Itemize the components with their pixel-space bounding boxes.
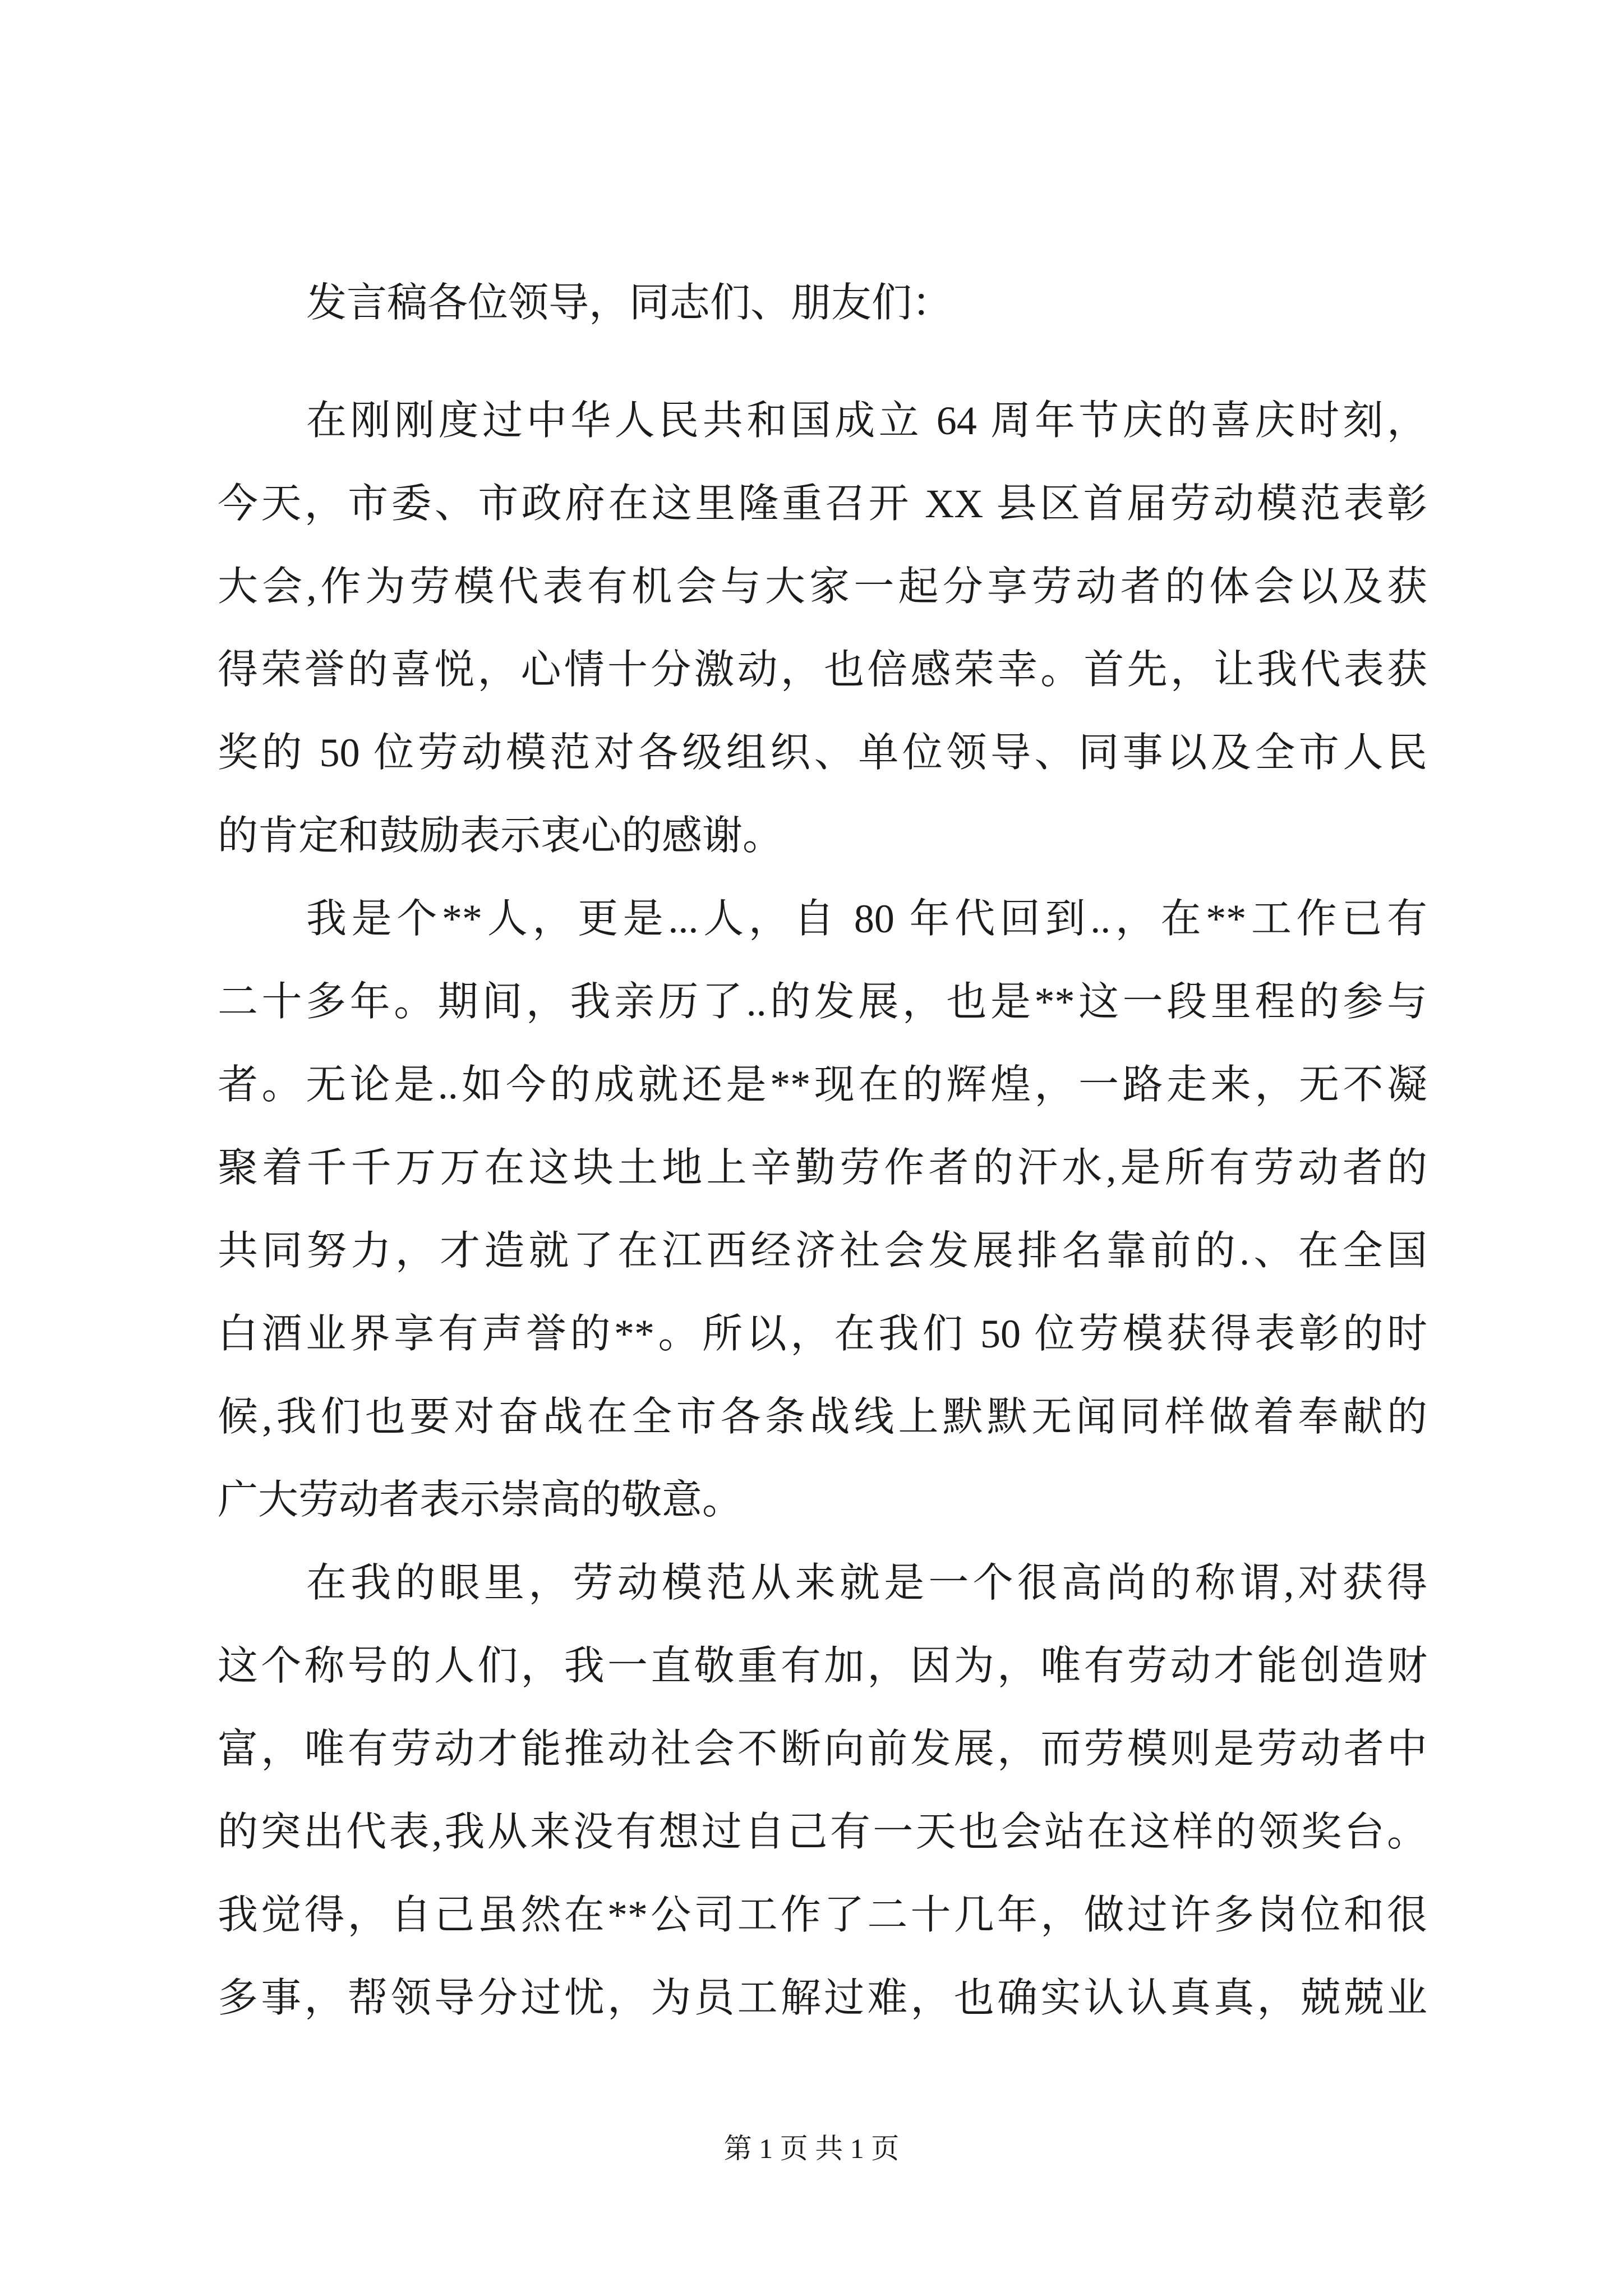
document-body [218, 261, 1427, 2040]
paragraph-line: 今天，市委、市政府在这里隆重召开 XX 县区首届劳动模范表彰 [218, 481, 1427, 526]
paragraph-line: 大会,作为劳模代表有机会与大家一起分享劳动者的体会以及获 [218, 564, 1427, 609]
body-paragraph-1 [218, 379, 1427, 877]
paragraph-line: 的肯定和鼓励表示衷心的感谢。 [218, 813, 783, 858]
paragraph-line: 候,我们也要对奋战在全市各条战线上默默无闻同样做着奉献的 [218, 1395, 1427, 1439]
paragraph-line: 在刚刚度过中华人民共和国成立 64 周年节庆的喜庆时刻， [306, 398, 1427, 443]
paragraph-line: 多事，帮领导分过忧，为员工解过难，也确实认认真真，兢兢业 [218, 1976, 1427, 2021]
paragraph-line: 这个称号的人们，我一直敬重有加，因为，唯有劳动才能创造财 [218, 1644, 1427, 1688]
paragraph-line: 者。无论是..如今的成就还是**现在的辉煌，一路走来，无不凝 [218, 1062, 1427, 1107]
paragraph-line: 我是个**人，更是...人，自 80 年代回到..，在**工作已有 [306, 896, 1427, 941]
paragraph-line: 白酒业界享有声誉的**。所以，在我们 50 位劳模获得表彰的时 [218, 1312, 1427, 1356]
paragraph-line: 富，唯有劳动才能推动社会不断向前发展，而劳模则是劳动者中 [218, 1727, 1427, 1772]
paragraph-line: 二十多年。期间，我亲历了..的发展，也是**这一段里程的参与 [218, 979, 1427, 1024]
paragraph-line: 我觉得，自己虽然在**公司工作了二十几年，做过许多岗位和很 [218, 1893, 1427, 1938]
page-footer: 第 1 页 共 1 页 [723, 2133, 900, 2164]
paragraph-line: 广大劳动者表示崇高的敬意。 [218, 1478, 743, 1522]
paragraph-line: 的突出代表,我从来没有想过自己有一天也会站在这样的领奖台。 [218, 1810, 1427, 1855]
paragraph-line: 得荣誉的喜悦，心情十分激动，也倍感荣幸。首先，让我代表获 [218, 647, 1427, 692]
paragraph-line: 奖的 50 位劳动模范对各级组织、单位领导、同事以及全市人民 [218, 730, 1427, 775]
paragraph-line: 聚着千千万万在这块土地上辛勤劳作者的汗水,是所有劳动者的 [218, 1145, 1427, 1190]
body-paragraph-3 [218, 1542, 1427, 2040]
paragraph-line: 共同努力，才造就了在江西经济社会发展排名靠前的.、在全国 [218, 1228, 1427, 1273]
salutation-line: 发言稿各位领导，同志们、朋友们： [306, 280, 953, 325]
paragraph-line: 在我的眼里，劳动模范从来就是一个很高尚的称谓,对获得 [306, 1561, 1427, 1605]
body-paragraph-2 [218, 877, 1427, 1542]
